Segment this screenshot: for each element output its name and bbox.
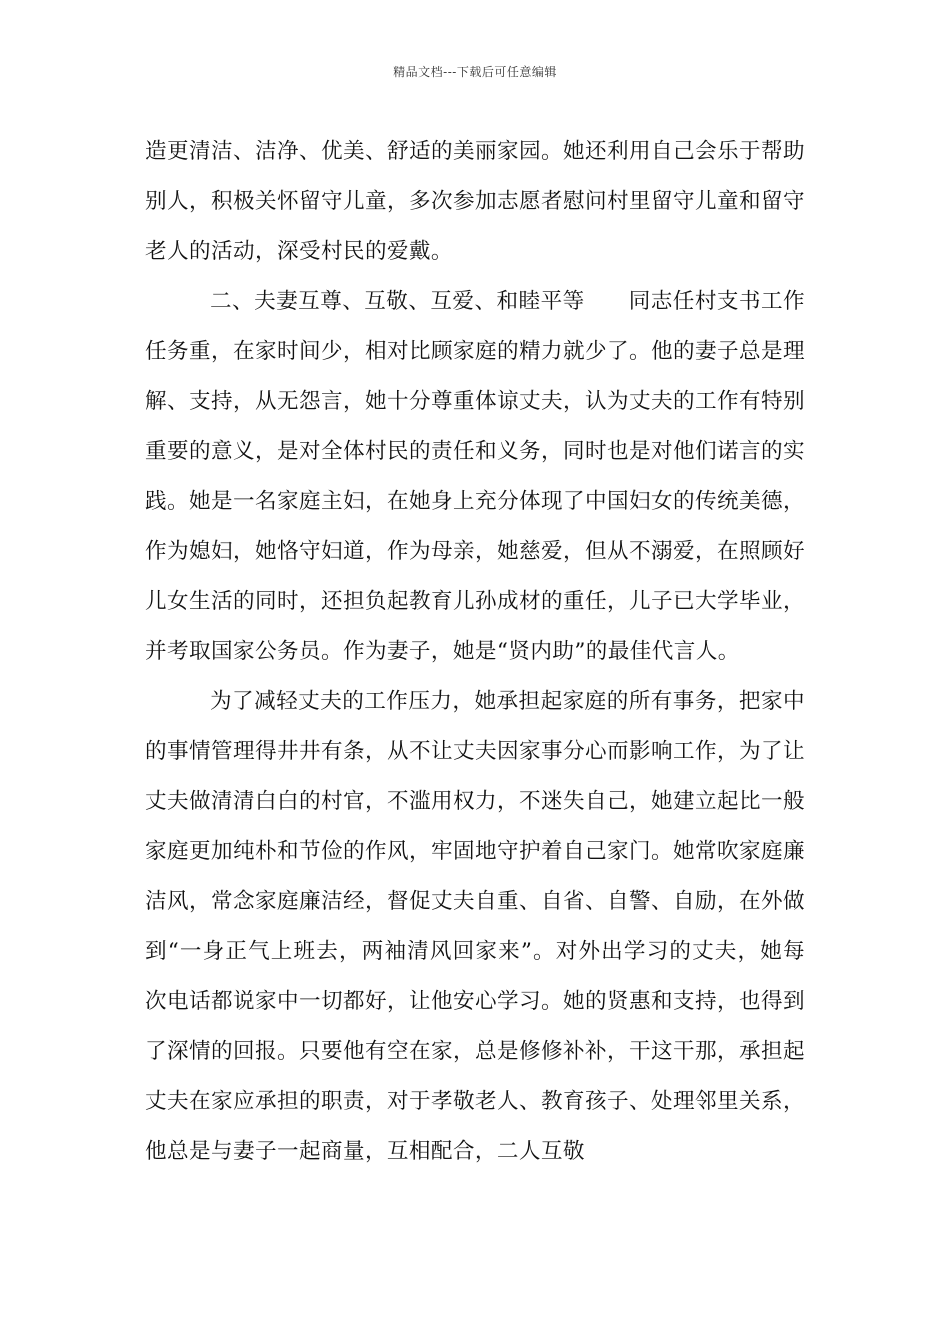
document-body — [145, 127, 805, 1177]
paragraph-3: 为了减轻丈夫的工作压力，她承担起家庭的所有事务，把家中的事情管理得井井有条，从不让丈夫因家事分心而影响工作，为了让丈夫做清清白白的村官，不滥用权力，不迷失自己，她建立起比一般家庭更加纯朴和节俭的作风，牢固地守护着自己家门。她常吹家庭廉洁风，常念家庭廉洁经，督促丈夫自重、自省、自警、自励，在外做到“一身正气上班去，两袖清风回家来”。对外出学习的丈夫，她每次电话都说家中一切都好，让他安心学习。她的贤惠和支持，也得到了深情的回报。只要他有空在家，总是修修补补，干这干那，承担起丈夫在家应承担的职责，对于孝敬老人、教育孩子、处理邻里关系，他总是与妻子一起商量，互相配合，二人互敬 — [145, 689, 805, 1164]
paragraph-1: 造更清洁、洁净、优美、舒适的美丽家园。她还利用自己会乐于帮助别人，积极关怀留守儿童，多次参加志愿者慰问村里留守儿童和留守老人的活动，深受村民的爱戴。 — [145, 139, 805, 264]
page-header: 精品文档---下载后可任意编辑 — [393, 65, 557, 79]
paragraph-2: 二、夫妻互尊、互敬、互爱、和睦平等 同志任村支书工作任务重，在家时间少，相对比顾家庭的精力就少了。他的妻子总是理解、支持，从无怨言，她十分尊重体谅丈夫，认为丈夫的工作有特别重要的意义，是对全体村民的责任和义务，同时也是对他们诺言的实践。她是一名家庭主妇，在她身上充分体现了中国妇女的传统美德，作为媳妇，她恪守妇道，作为母亲，她慈爱，但从不溺爱，在照顾好儿女生活的同时，还担负起教育儿孙成材的重任，儿子已大学毕业，并考取国家公务员。作为妻子，她是“贤内助”的最佳代言人。 — [145, 289, 805, 664]
